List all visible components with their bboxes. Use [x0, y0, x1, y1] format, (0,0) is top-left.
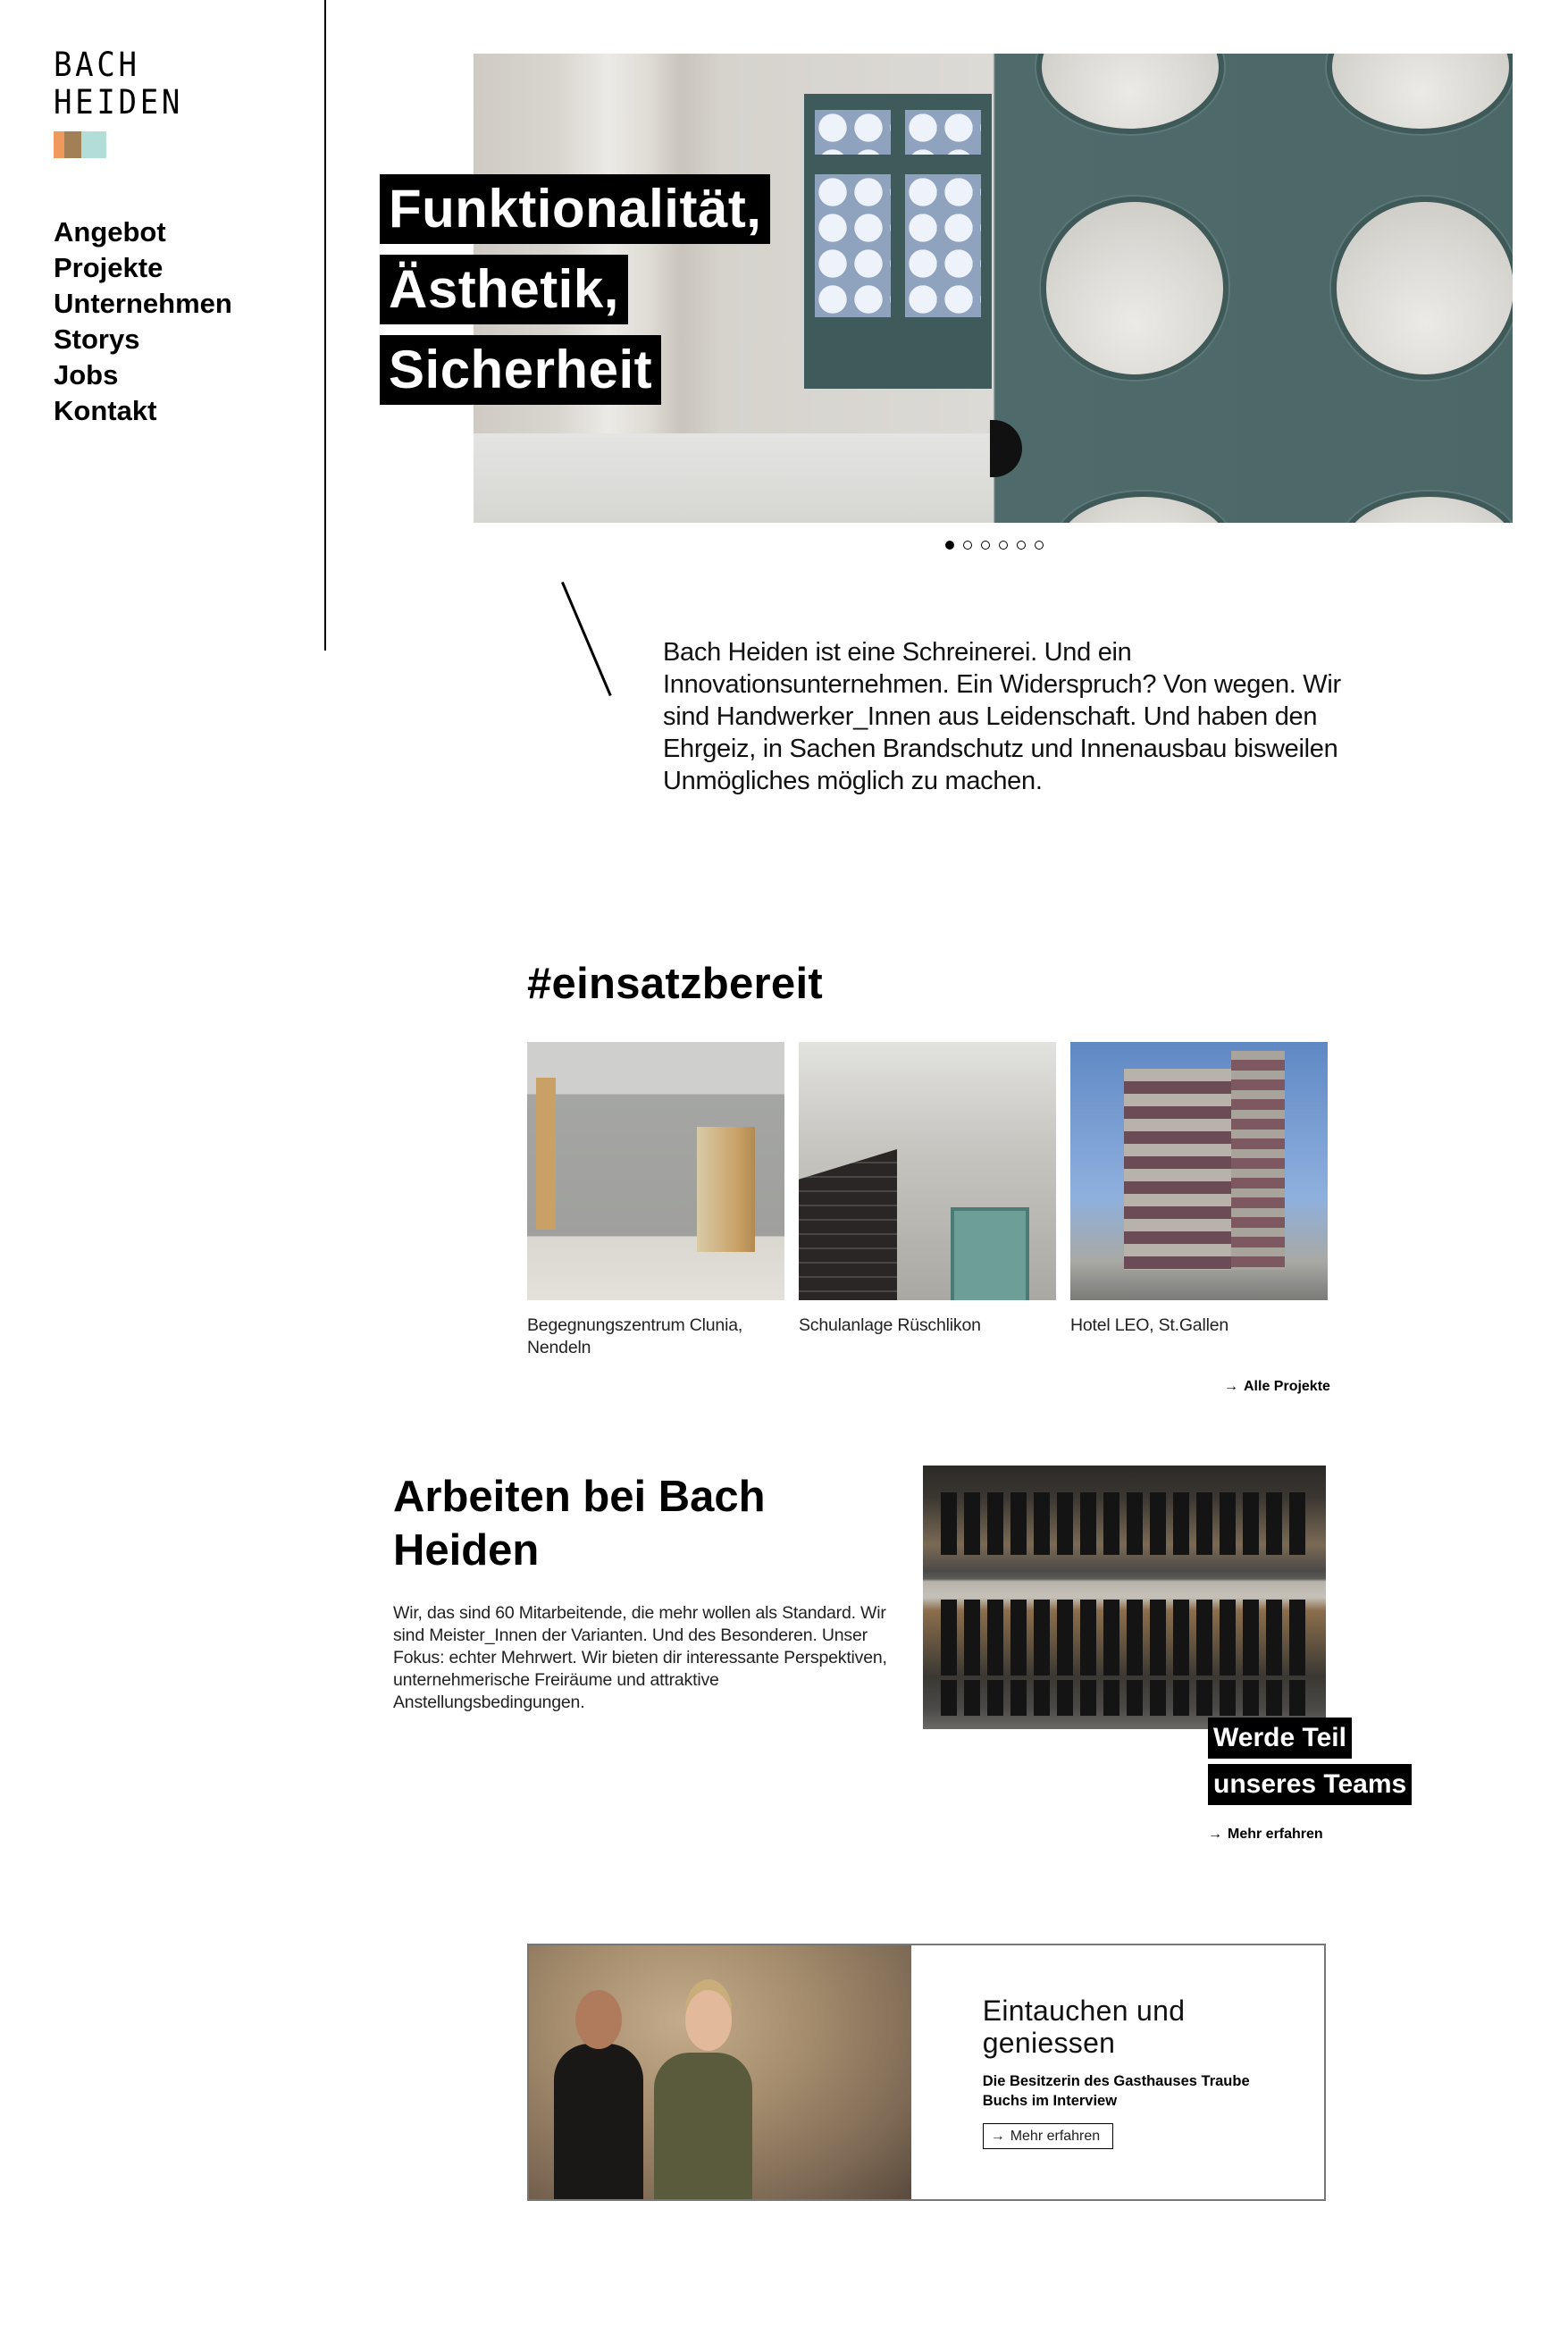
nav-item-projekte[interactable]: Projekte	[54, 252, 164, 283]
swatch-orange	[54, 131, 64, 158]
all-projects-link[interactable]: → Alle Projekte	[1224, 1379, 1330, 1394]
swatch-mint	[81, 131, 106, 158]
nav-item-unternehmen[interactable]: Unternehmen	[54, 288, 232, 319]
door-handle	[990, 420, 1022, 477]
slider-dot-4[interactable]	[999, 541, 1008, 550]
project-caption: Hotel LEO, St.Gallen	[1070, 1315, 1229, 1335]
hero-headline	[380, 174, 770, 416]
slider-dot-6[interactable]	[1035, 541, 1044, 550]
project-image	[527, 1042, 784, 1300]
story-card	[527, 1944, 1326, 2201]
window-graphic	[804, 94, 992, 389]
logo-color-swatches	[54, 131, 195, 158]
arrow-right-icon: →	[1208, 1827, 1222, 1842]
logo-line-1: BACH	[54, 46, 140, 84]
nav-item-angebot[interactable]: Angebot	[54, 216, 166, 248]
jobs-text: Wir, das sind 60 Mitarbeitende, die mehr wollen als Standard. Wir sind Meister_Innen der Varianten. Und des Besonderen. Unser Fokus: echter Mehrwert. Wir bieten dir interessante Perspektiven, unternehmerische Freiräume und attraktive Anstellungsbedingungen.	[393, 1603, 887, 1712]
story-subtitle: Die Besitzerin des Gasthauses Traube Buchs im Interview	[982, 2073, 1250, 2109]
project-list	[527, 1042, 1328, 1359]
callout-line-2: unseres Teams	[1208, 1764, 1412, 1805]
decorative-slash	[561, 582, 612, 696]
slider-dot-1[interactable]	[945, 541, 954, 550]
project-card[interactable]	[1070, 1042, 1328, 1359]
sidebar-divider	[324, 0, 326, 651]
arrow-right-icon: →	[1224, 1379, 1238, 1394]
slider-pagination	[945, 541, 1044, 550]
intro-text: Bach Heiden ist eine Schreinerei. Und ein Innovationsunternehmen. Ein Widerspruch? Von wegen. Wir sind Handwerker_Innen aus Leidenschaft. Und haben den Ehrgeiz, in Sachen Brandschutz und Innenausbau bisweilen Unmögliches möglich zu machen.	[663, 638, 1341, 795]
headline-line-1: Funktionalität,	[380, 174, 770, 244]
project-card[interactable]	[799, 1042, 1056, 1359]
slider-dot-5[interactable]	[1017, 541, 1026, 550]
arrow-right-icon: →	[990, 2129, 1005, 2144]
nav-item-kontakt[interactable]: Kontakt	[54, 395, 157, 426]
jobs-title: Arbeiten bei Bach Heiden	[393, 1473, 766, 1575]
team-photo	[923, 1466, 1326, 1729]
story-more-button[interactable]: → Mehr erfahren	[983, 2123, 1114, 2149]
project-image	[799, 1042, 1056, 1300]
nav-item-jobs[interactable]: Jobs	[54, 359, 119, 391]
logo-line-2: HEIDEN	[54, 83, 184, 122]
team-callout	[1208, 1718, 1412, 1810]
slider-dot-2[interactable]	[963, 541, 972, 550]
headline-line-3: Sicherheit	[380, 335, 661, 405]
headline-line-2: Ästhetik,	[380, 255, 628, 324]
projects-title: #einsatzbereit	[527, 960, 824, 1008]
project-image	[1070, 1042, 1328, 1300]
story-body	[911, 1945, 1324, 2199]
logo[interactable]	[54, 46, 195, 158]
project-caption: Schulanlage Rüschlikon	[799, 1315, 981, 1335]
slider-dot-3[interactable]	[981, 541, 990, 550]
story-image	[529, 1945, 911, 2199]
story-title: Eintauchen und geniessen	[982, 1995, 1186, 2059]
callout-line-1: Werde Teil	[1208, 1718, 1352, 1759]
jobs-more-link[interactable]: → Mehr erfahren	[1208, 1827, 1323, 1842]
swatch-brown	[64, 131, 81, 158]
nav-item-storys[interactable]: Storys	[54, 323, 140, 355]
project-caption: Begegnungszentrum Clunia, Nendeln	[527, 1315, 743, 1357]
project-card[interactable]	[527, 1042, 784, 1359]
main-nav	[54, 214, 232, 429]
